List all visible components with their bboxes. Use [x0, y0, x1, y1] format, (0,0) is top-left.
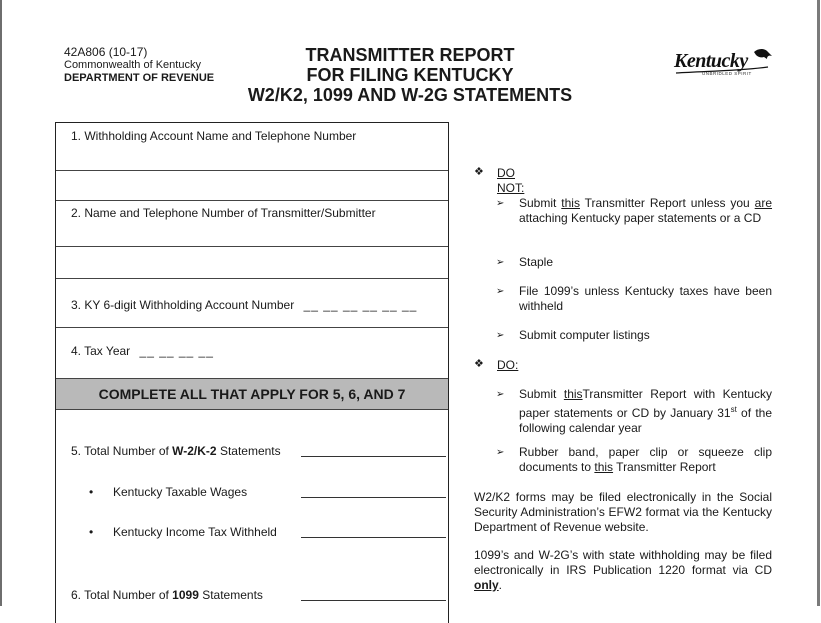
logo-tagline: UNBRIDLED SPIRIT: [702, 71, 752, 76]
kentucky-logo: [668, 46, 778, 80]
department-label: DEPARTMENT OF REVENUE: [64, 72, 215, 84]
arrow-icon: ➢: [496, 447, 505, 458]
transmitter-form: [55, 122, 449, 623]
logo-wordmark: Kentucky: [674, 50, 748, 72]
field-4-label: [71, 344, 214, 358]
field-1-row[interactable]: [56, 123, 448, 171]
form-code: 42A806 (10-17): [64, 45, 148, 59]
page-edge-right: [817, 0, 820, 606]
taxable-wages-label: Kentucky Taxable Wages: [113, 485, 248, 499]
tax-withheld-label: Kentucky Income Tax Withheld: [113, 525, 277, 539]
do-item-2: ➢ Rubber band, paper clip or squeeze clip documents to this Transmitter Report: [496, 445, 772, 474]
title-line-2: FOR FILING KENTUCKY: [306, 65, 514, 85]
bullet-2-mark: •: [89, 525, 94, 539]
page-edge-left: [0, 0, 2, 606]
do-not-item-4: ➢ Submit computer listings: [496, 328, 650, 342]
field-6-label: 6. Total Number of 1099 Statements: [71, 588, 263, 602]
diamond-icon: ❖: [474, 358, 484, 370]
arrow-icon: ➢: [496, 286, 505, 297]
field-6-line[interactable]: [301, 600, 446, 601]
arrow-icon: ➢: [496, 389, 505, 400]
form-header-left: [64, 46, 214, 85]
title-line-3: W2/K2, 1099 AND W-2G STATEMENTS: [247, 85, 573, 105]
commonwealth-label: Commonwealth of Kentucky: [64, 59, 201, 71]
tax-year-blanks[interactable]: __ __ __ __: [139, 344, 214, 358]
field-3-row[interactable]: [56, 278, 448, 328]
form-title: [220, 45, 600, 105]
field-3-label: [71, 298, 417, 312]
do-not-item-3: ➢ File 1099’s unless Kentucky taxes have been withheld: [496, 284, 772, 313]
field-4-row[interactable]: [56, 327, 448, 378]
field-2-label: 2. Name and Telephone Number of Transmitter/Submitter: [71, 206, 376, 220]
field-3-text: 3. KY 6-digit Withholding Account Number: [71, 298, 295, 312]
do-not-label: DO NOT:: [497, 166, 525, 195]
field-2-entry[interactable]: [56, 246, 448, 279]
do-item-1: ➢ Submit thisTransmitter Report with Kentucky paper statements or CD by January 31st of the following calendar year: [496, 387, 772, 435]
diamond-icon: ❖: [474, 166, 484, 178]
taxable-wages-line[interactable]: [301, 497, 446, 498]
title-line-1: TRANSMITTER REPORT: [305, 45, 515, 65]
tax-withheld-line[interactable]: [301, 537, 446, 538]
field-5-line[interactable]: [301, 456, 446, 457]
field-5-label: 5. Total Number of W-2/K-2 Statements: [71, 444, 281, 458]
account-number-blanks[interactable]: __ __ __ __ __ __: [303, 298, 418, 312]
complete-all-text: COMPLETE ALL THAT APPLY FOR 5, 6, AND 7: [98, 386, 406, 402]
field-1-label: 1. Withholding Account Name and Telephone Number: [71, 129, 357, 143]
complete-all-band: [56, 378, 448, 410]
field-4-text: 4. Tax Year: [71, 344, 131, 358]
arrow-icon: ➢: [496, 257, 505, 268]
field-1-entry[interactable]: [56, 170, 448, 201]
do-label: DO:: [497, 358, 519, 372]
efw2-paragraph: W2/K2 forms may be filed electronically in the Social Security Administration’s EFW2 format via the Kentucky Department of Revenue website.: [474, 490, 772, 534]
do-not-item-1: ➢ Submit this Transmitter Report unless you are attaching Kentucky paper statements or a CD: [496, 196, 773, 225]
arrow-icon: ➢: [496, 198, 505, 209]
field-2-row[interactable]: [56, 200, 448, 247]
arrow-icon: ➢: [496, 330, 505, 341]
bullet-1-mark: •: [89, 485, 94, 499]
pub1220-paragraph: 1099’s and W-2G’s with state withholding may be filed electronically in IRS Publication 1220 format via CD only.: [474, 548, 772, 592]
do-not-item-2: ➢ Staple: [496, 255, 554, 269]
